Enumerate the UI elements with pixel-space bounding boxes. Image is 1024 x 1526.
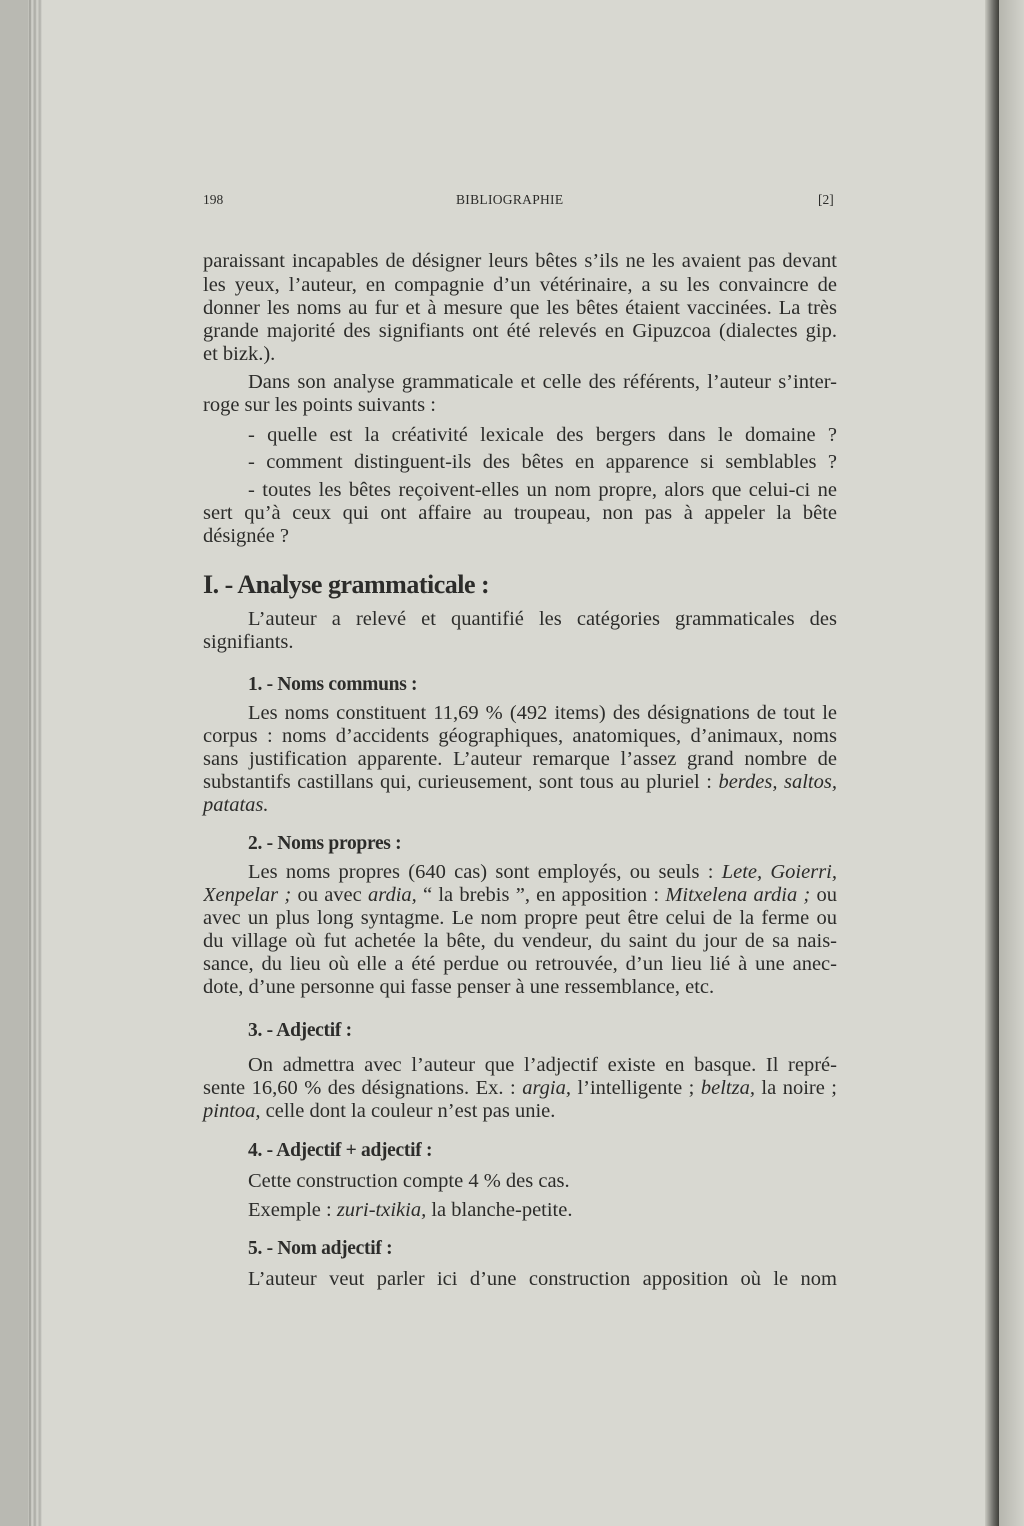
text-run: du village où fut achetée la bête, du vendeur, du saint du jour de sa nais-	[203, 930, 837, 952]
text-run: substantifs castillans qui, curieusement, sont tous au pluriel :	[203, 771, 719, 793]
text-run: ou	[810, 884, 837, 906]
italic-term: Xenpelar ;	[203, 884, 292, 906]
subsection-heading	[248, 1139, 837, 1163]
text-line	[203, 249, 837, 273]
book-spine	[985, 0, 999, 1526]
italic-term: zuri-txikia,	[336, 1199, 427, 1221]
text-run: L’auteur a relevé et quantifié les catégories grammaticales des	[248, 608, 837, 630]
text-run: avec un plus long syntagme. Le nom propre peut être celui de la ferme ou	[203, 907, 837, 929]
text-line	[203, 883, 837, 907]
text-line	[248, 478, 837, 502]
subsection-heading	[248, 673, 837, 697]
text-line	[248, 701, 837, 725]
text-run: 3. - Adjectif :	[248, 1020, 352, 1041]
text-line	[248, 860, 837, 884]
text-run: 4. - Adjectif + adjectif :	[248, 1140, 433, 1161]
text-run: 1. - Noms communs :	[248, 674, 418, 695]
italic-term: patatas.	[203, 794, 269, 816]
text-line	[203, 770, 837, 794]
text-line	[203, 630, 837, 654]
text-run: ou avec	[291, 884, 368, 906]
text-run: l’intelligente ;	[570, 1077, 701, 1099]
text-run: Dans son analyse grammaticale et celle des référents, l’auteur s’inter-	[248, 371, 837, 393]
text-line	[248, 1053, 837, 1077]
text-line	[203, 296, 837, 320]
text-run: la blanche-petite.	[426, 1199, 573, 1221]
text-line	[248, 370, 837, 394]
text-run: dote, d’une personne qui fasse penser à une ressemblance, etc.	[203, 976, 715, 998]
text-run: Exemple :	[248, 1199, 337, 1221]
text-run: On admettra avec l’auteur que l’adjectif existe en basque. Il repré-	[248, 1054, 837, 1076]
text-run: sans justification apparente. L’auteur remarque l’assez grand nombre de	[203, 748, 837, 770]
text-run: et bizk.).	[203, 343, 276, 365]
page-number: 198	[203, 192, 224, 207]
text-line	[248, 1267, 837, 1291]
text-run: Cette construction compte 4 % des cas.	[248, 1170, 570, 1192]
text-run: celle dont la couleur n’est pas unie.	[260, 1100, 556, 1122]
text-run: Les noms propres (640 cas) sont employés, ou seuls :	[248, 861, 722, 883]
text-line	[203, 906, 837, 930]
text-run: “ la brebis ”, en apposition :	[416, 884, 666, 906]
italic-term: Lete, Goierri,	[721, 861, 837, 883]
subsection-heading	[248, 1237, 837, 1261]
text-run: désignée ?	[203, 525, 289, 547]
text-line	[203, 724, 837, 748]
text-run: Les noms constituent 11,69 % (492 items) des désignations de tout le	[248, 702, 837, 724]
italic-term: ardia,	[367, 884, 417, 906]
next-page-edge	[999, 0, 1024, 1526]
text-line	[203, 501, 837, 525]
text-run: paraissant incapables de désigner leurs bêtes s’ils ne les avaient pas devant	[203, 250, 837, 272]
text-run: 5. - Nom adjectif :	[248, 1238, 393, 1259]
text-line	[203, 1076, 837, 1100]
text-run: - toutes les bêtes reçoivent-elles un nom propre, alors que celui-ci ne	[248, 479, 837, 501]
text-run: 2. - Noms propres :	[248, 833, 402, 854]
text-run: - comment distinguent-ils des bêtes en apparence si semblables ?	[248, 451, 837, 473]
subsection-heading	[248, 1019, 837, 1043]
section-heading	[203, 570, 837, 599]
text-line	[248, 1198, 837, 1222]
text-line	[248, 450, 837, 474]
running-title: BIBLIOGRAPHIE	[456, 192, 564, 207]
text-line	[203, 273, 837, 297]
text-run: sente 16,60 % des désignations. Ex. :	[203, 1077, 523, 1099]
text-run: grande majorité des signifiants ont été relevés en Gipuzcoa (dialectes gip.	[203, 320, 837, 342]
text-run: corpus : noms d’accidents géographiques, anatomiques, d’animaux, noms	[203, 725, 837, 747]
text-run: donner les noms au fur et à mesure que les bêtes étaient vaccinées. La très	[203, 297, 837, 319]
text-line	[203, 342, 837, 366]
italic-term: pintoa,	[203, 1100, 261, 1122]
italic-term: beltza,	[700, 1077, 755, 1099]
italic-term: argia,	[522, 1077, 571, 1099]
text-line	[203, 319, 837, 343]
italic-term: Mitxelena ardia ;	[665, 884, 811, 906]
text-line	[203, 929, 837, 953]
bracket-number: [2]	[818, 192, 834, 207]
text-line	[248, 423, 837, 447]
text-line	[203, 1099, 837, 1123]
text-run: - quelle est la créativité lexicale des bergers dans le domaine ?	[248, 424, 837, 446]
italic-term: berdes, saltos,	[718, 771, 837, 793]
text-run: L’auteur veut parler ici d’une construction apposition où le nom	[248, 1268, 837, 1290]
text-line	[203, 793, 837, 817]
text-line	[203, 747, 837, 771]
text-run: signifiants.	[203, 631, 294, 653]
subsection-heading	[248, 832, 837, 856]
text-run: I. - Analyse grammaticale :	[203, 570, 490, 599]
text-line	[248, 607, 837, 631]
text-run: sance, du lieu où elle a été perdue ou retrouvée, d’un lieu lié à une anec-	[203, 953, 837, 975]
text-run: sert qu’à ceux qui ont affaire au troupeau, non pas à appeler la bête	[203, 502, 837, 524]
text-line	[203, 524, 837, 548]
text-line	[203, 393, 837, 417]
text-run: la noire ;	[754, 1077, 837, 1099]
text-run: les yeux, l’auteur, en compagnie d’un vétérinaire, a su les convaincre de	[203, 274, 837, 296]
text-line	[203, 975, 837, 999]
text-run: roge sur les points suivants :	[203, 394, 436, 416]
text-line	[248, 1169, 837, 1193]
text-line	[203, 952, 837, 976]
